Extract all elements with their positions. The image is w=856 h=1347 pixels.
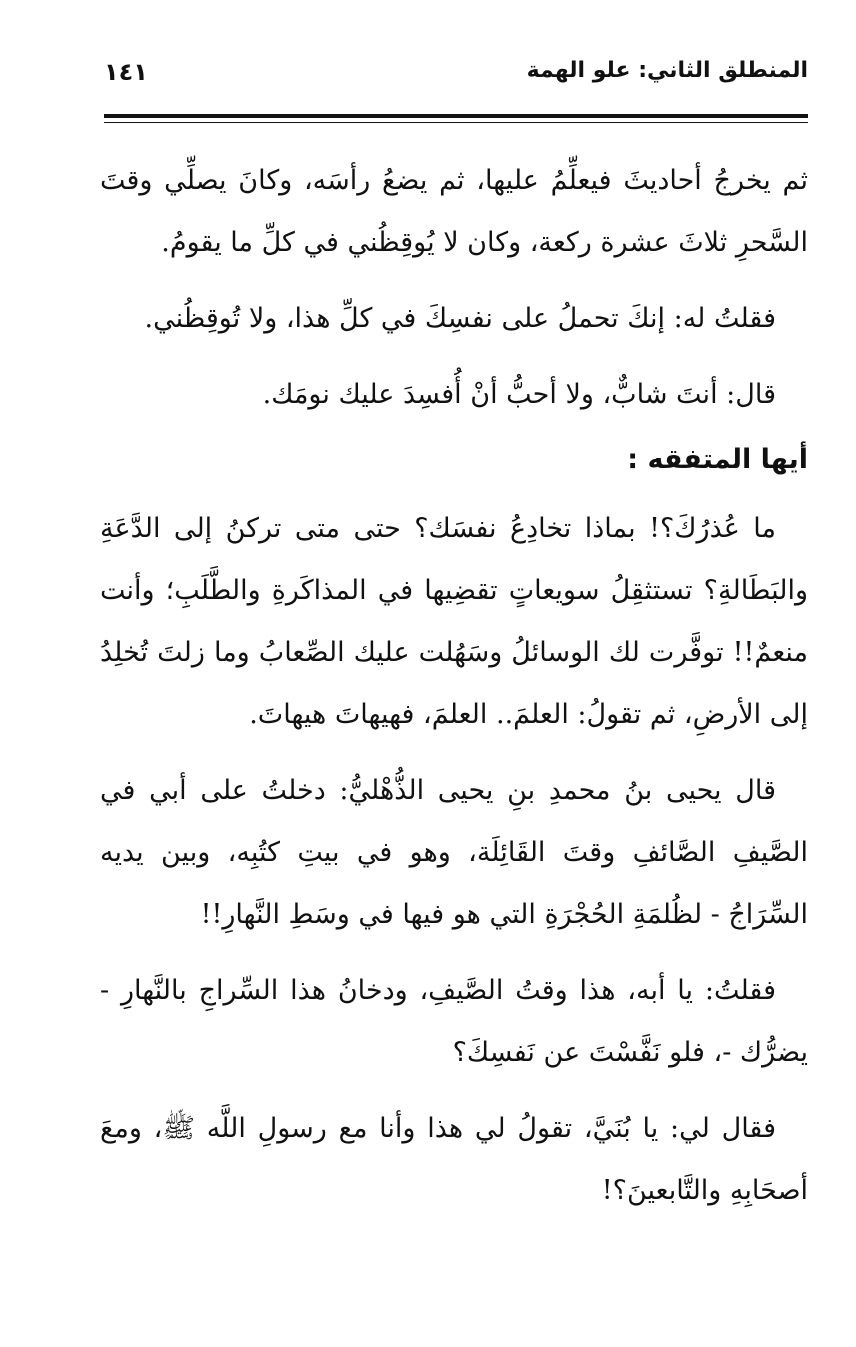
paragraph-continuation: ثم يخرجُ أحاديثَ فيعلِّمُ عليها، ثم يضعُ رأسَه، وكانَ يصلِّي وقتَ السَّحرِ ثلاثَ عشرة ركعة، وكان لا يُوقِظُني في كلِّ ما يقومُ. <box>100 165 808 258</box>
paragraph-said-to-him: فقلتُ له: إنكَ تحملُ على نفسِكَ في كلِّ هذا، ولا تُوقِظُني. <box>144 303 776 334</box>
paragraph-reply: قال: أنتَ شابٌّ، ولا أحبُّ أنْ أُفسِدَ عليك نومَك. <box>262 379 776 410</box>
paragraph-exhortation: ما عُذرُكَ؟! بماذا تخادِعُ نفسَك؟ حتى متى تركنُ إلى الدَّعَةِ والبَطَالةِ؟ تستثقِلُ سويعاتٍ تقضِيها في المذاكَرةِ والطَّلَبِ؛ وأنت منعمٌ!! توفَّرت لك الوسائلُ وسَهُلت عليك الصِّعابُ وما زلتَ تُخلِدُ إلى الأرضِ، ثم تقولُ: العلمَ.. العلمَ، فهيهاتَ هيهاتَ. <box>100 513 808 730</box>
page-body <box>100 150 808 1236</box>
paragraph-question: فقلتُ: يا أبه، هذا وقتُ الصَّيفِ، ودخانُ هذا السِّراجِ بالنَّهارِ - يضرُّك -، فلو نَفَّسْتَ عن نَفسِكَ؟ <box>100 975 808 1068</box>
header-rule-thick <box>104 114 808 118</box>
running-title: المنطلق الثاني: علو الهمة <box>526 58 808 83</box>
page-number: ١٤١ <box>104 58 148 86</box>
section-heading: أيها المتفقه : <box>627 444 808 475</box>
header-rule-thin <box>104 122 808 123</box>
page-header <box>104 58 808 98</box>
paragraph-narration: قال يحيى بنُ محمدِ بنِ يحيى الذُّهْليُّ: دخلتُ على أبي في الصَّيفِ الصَّائفِ وقتَ القَائِلَة، وهو في بيتِ كتُبِه، وبين يديه السِّرَاجُ - لظُلمَةِ الحُجْرَةِ التي هو فيها في وسَطِ النَّهارِ!! <box>100 775 808 930</box>
paragraph-answer: فقال لي: يا بُنَيَّ، تقولُ لي هذا وأنا مع رسولِ اللَّه ﷺ، ومعَ أصحَابِهِ والتَّابعينَ؟! <box>100 1113 808 1206</box>
